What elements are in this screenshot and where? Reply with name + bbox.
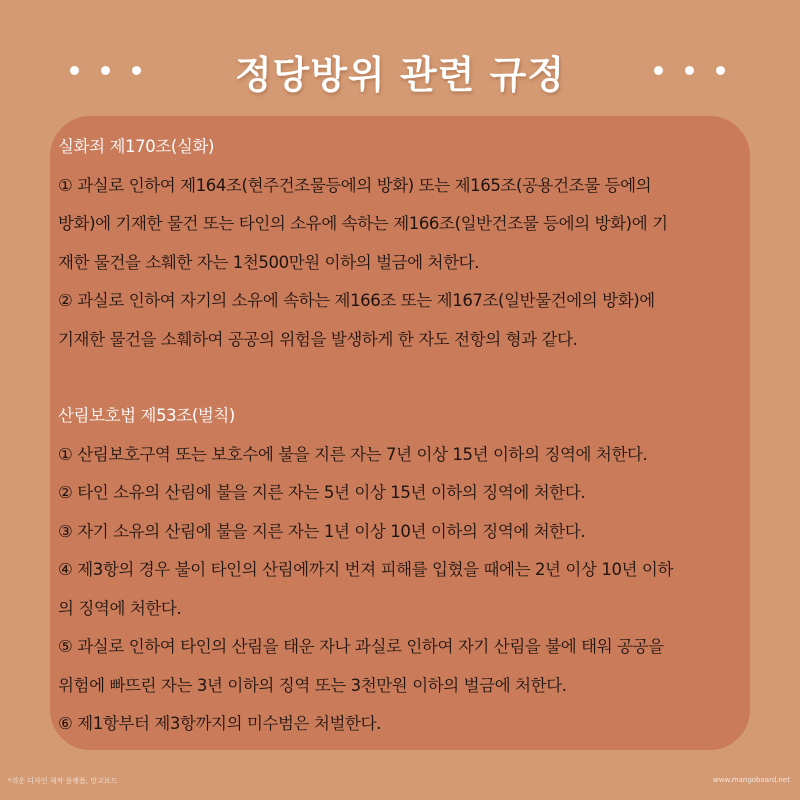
article-line: 위험에 빠뜨린 자는 3년 이하의 징역 또는 3천만원 이하의 벌금에 처한다. [58,675,567,695]
article-line: ⑤ 과실로 인하여 타인의 산림을 태운 자나 과실로 인하여 자기 산림을 불에 태워 공공을 [58,637,664,656]
dot-icon [685,66,694,75]
footer-credit: *쉬운 디자인 제작 플랫폼, 망고보드 [8,777,118,785]
article-line: ① 산림보호구역 또는 보호수에 불을 지른 자는 7년 이상 15년 이하의 징역에 처한다. [58,444,648,464]
article-line: ② 과실로 인하여 자기의 소유에 속하는 제166조 또는 제167조(일반물건에의 방화)에 [58,291,655,310]
article-line: 의 징역에 처한다. [58,598,182,618]
decorative-dots-right [654,66,725,75]
article-line: 재한 물건을 소훼한 자는 1천500만원 이하의 벌금에 처한다. [58,252,480,272]
dot-icon [716,66,725,75]
page-title: 정당방위 관련 규정 [234,53,566,97]
article-line: ⑥ 제1항부터 제3항까지의 미수범은 처벌한다. [58,714,381,733]
article-line: ④ 제3항의 경우 불이 타인의 산림에까지 번져 피해를 입혔을 때에는 2년 이상 10년 이하 [58,560,674,579]
article-line: 기재한 물건을 소훼하여 공공의 위험을 발생하게 한 자도 전항의 형과 같다. [58,329,578,349]
regulation-text [58,128,748,744]
article-line: ③ 자기 소유의 산림에 불을 지른 자는 1년 이상 10년 이하의 징역에 처한다. [58,521,586,541]
article-line: 방화)에 기재한 물건 또는 타인의 소유에 속하는 제166조(일반건조물 등에의 방화)에 기 [58,214,668,233]
article-line: ② 타인 소유의 산림에 불을 지른 자는 5년 이상 15년 이하의 징역에 처한다. [58,483,586,502]
footer-url: www.mangoboard.net [713,776,790,784]
section-spacer [58,359,748,397]
section-heading-forest-protection: 산림보호법 제53조(벌칙) [58,406,235,425]
section-heading-fire-negligence: 실화죄 제170조(실화) [58,137,214,156]
dot-icon [654,66,663,75]
article-line: ① 과실로 인하여 제164조(현주건조물등에의 방화) 또는 제165조(공용건조물 등에의 [58,175,652,195]
